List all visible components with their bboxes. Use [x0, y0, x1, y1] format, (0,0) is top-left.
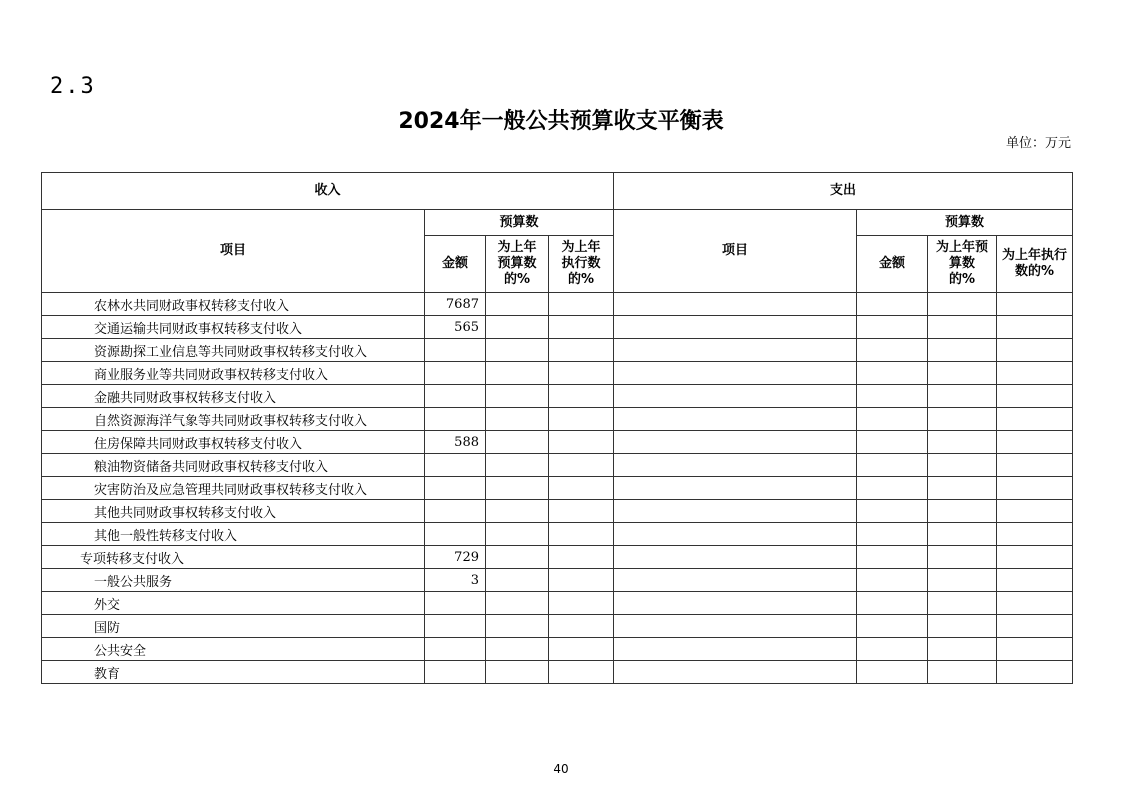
- income-amount-cell: [425, 454, 486, 477]
- expense-pct-exec-cell: [997, 546, 1073, 569]
- expense-amount-cell: [857, 523, 928, 546]
- expense-amount-cell: [857, 339, 928, 362]
- table-row: [42, 339, 1073, 362]
- income-amount-cell: [425, 615, 486, 638]
- income-amount-cell: 7687: [425, 293, 486, 316]
- income-pct-budget-cell: [486, 431, 549, 454]
- income-amount-cell: [425, 500, 486, 523]
- table-row: [42, 523, 1073, 546]
- income-item-cell: 粮油物资储备共同财政事权转移支付收入: [42, 454, 425, 477]
- income-item-cell: 教育: [42, 661, 425, 684]
- income-pct-budget-cell: [486, 385, 549, 408]
- expense-pct-budget-cell: [928, 523, 997, 546]
- income-pct-exec-cell: [549, 592, 614, 615]
- expense-item-cell: [614, 385, 857, 408]
- expense-header: 支出: [614, 173, 1073, 210]
- income-item-cell: 资源勘探工业信息等共同财政事权转移支付收入: [42, 339, 425, 362]
- expense-pct-budget-cell: [928, 477, 997, 500]
- expense-pct-budget-cell: [928, 500, 997, 523]
- income-amount-cell: [425, 477, 486, 500]
- table-row: [42, 569, 1073, 592]
- expense-pct-budget-cell: [928, 615, 997, 638]
- income-item-cell: 外交: [42, 592, 425, 615]
- income-pct-exec-cell: [549, 293, 614, 316]
- table-row: [42, 546, 1073, 569]
- expense-pct-budget-cell: [928, 569, 997, 592]
- expense-amount-cell: [857, 362, 928, 385]
- expense-pct-exec-cell: [997, 362, 1073, 385]
- table-row: [42, 293, 1073, 316]
- income-amount-cell: 565: [425, 316, 486, 339]
- income-pct-exec-cell: [549, 500, 614, 523]
- income-pct-exec-cell: [549, 661, 614, 684]
- table-row: [42, 408, 1073, 431]
- income-item-cell: 交通运输共同财政事权转移支付收入: [42, 316, 425, 339]
- section-number: 2.3: [50, 74, 96, 99]
- table-row: [42, 454, 1073, 477]
- expense-pct-budget-cell: [928, 316, 997, 339]
- expense-pct-budget-cell: [928, 431, 997, 454]
- income-pct-budget-cell: [486, 638, 549, 661]
- income-item-cell: 住房保障共同财政事权转移支付收入: [42, 431, 425, 454]
- income-item-cell: 金融共同财政事权转移支付收入: [42, 385, 425, 408]
- expense-item-cell: [614, 661, 857, 684]
- table-row: [42, 638, 1073, 661]
- expense-pct-exec-cell: [997, 431, 1073, 454]
- income-item-cell: 公共安全: [42, 638, 425, 661]
- table-row: [42, 592, 1073, 615]
- income-amount-header: 金额: [425, 236, 486, 293]
- income-amount-cell: [425, 661, 486, 684]
- expense-pct-budget-cell: [928, 546, 997, 569]
- expense-item-cell: [614, 500, 857, 523]
- expense-pct-exec-cell: [997, 477, 1073, 500]
- expense-item-cell: [614, 592, 857, 615]
- income-item-cell: 其他共同财政事权转移支付收入: [42, 500, 425, 523]
- expense-amount-cell: [857, 638, 928, 661]
- budget-table: [41, 172, 1073, 684]
- income-pct-exec-cell: [549, 454, 614, 477]
- income-pct-budget-cell: [486, 615, 549, 638]
- expense-amount-cell: [857, 431, 928, 454]
- expense-item-cell: [614, 362, 857, 385]
- income-amount-cell: [425, 523, 486, 546]
- income-amount-cell: 588: [425, 431, 486, 454]
- expense-amount-cell: [857, 477, 928, 500]
- income-pct-prev-exec-header: 为上年执行数的%: [549, 236, 614, 293]
- expense-pct-exec-cell: [997, 500, 1073, 523]
- income-pct-budget-cell: [486, 316, 549, 339]
- income-pct-budget-cell: [486, 408, 549, 431]
- expense-amount-cell: [857, 500, 928, 523]
- expense-amount-cell: [857, 293, 928, 316]
- table-row: [42, 500, 1073, 523]
- expense-pct-exec-cell: [997, 661, 1073, 684]
- expense-item-cell: [614, 569, 857, 592]
- table-row: [42, 362, 1073, 385]
- income-pct-exec-cell: [549, 523, 614, 546]
- expense-item-cell: [614, 408, 857, 431]
- income-pct-exec-cell: [549, 339, 614, 362]
- expense-amount-cell: [857, 592, 928, 615]
- income-pct-budget-cell: [486, 661, 549, 684]
- expense-amount-cell: [857, 661, 928, 684]
- income-amount-cell: [425, 385, 486, 408]
- income-pct-exec-cell: [549, 546, 614, 569]
- income-header: 收入: [42, 173, 614, 210]
- expense-item-cell: [614, 523, 857, 546]
- income-item-cell: 农林水共同财政事权转移支付收入: [42, 293, 425, 316]
- income-pct-budget-cell: [486, 592, 549, 615]
- income-pct-budget-cell: [486, 477, 549, 500]
- expense-pct-prev-budget-header: 为上年预算数的%: [928, 236, 997, 293]
- expense-pct-budget-cell: [928, 293, 997, 316]
- income-amount-cell: [425, 592, 486, 615]
- table-row: [42, 385, 1073, 408]
- expense-item-header: 项目: [614, 210, 857, 293]
- income-amount-cell: 3: [425, 569, 486, 592]
- income-item-header: 项目: [42, 210, 425, 293]
- unit-label: 单位：万元: [1006, 136, 1072, 151]
- expense-pct-exec-cell: [997, 592, 1073, 615]
- income-pct-budget-cell: [486, 569, 549, 592]
- income-pct-budget-cell: [486, 293, 549, 316]
- expense-item-cell: [614, 477, 857, 500]
- income-pct-exec-cell: [549, 408, 614, 431]
- expense-pct-exec-cell: [997, 339, 1073, 362]
- page-title: 2024年一般公共预算收支平衡表: [398, 109, 724, 134]
- expense-item-cell: [614, 431, 857, 454]
- expense-budget-header: 预算数: [857, 210, 1073, 236]
- table-row: [42, 615, 1073, 638]
- expense-amount-header: 金额: [857, 236, 928, 293]
- expense-pct-budget-cell: [928, 454, 997, 477]
- expense-pct-prev-exec-header: 为上年执行数的%: [997, 236, 1073, 293]
- income-item-cell: 自然资源海洋气象等共同财政事权转移支付收入: [42, 408, 425, 431]
- expense-item-cell: [614, 615, 857, 638]
- income-item-cell: 商业服务业等共同财政事权转移支付收入: [42, 362, 425, 385]
- expense-pct-exec-cell: [997, 293, 1073, 316]
- expense-item-cell: [614, 339, 857, 362]
- income-budget-header: 预算数: [425, 210, 614, 236]
- table-row: [42, 431, 1073, 454]
- income-pct-budget-cell: [486, 362, 549, 385]
- expense-amount-cell: [857, 385, 928, 408]
- income-pct-budget-cell: [486, 546, 549, 569]
- expense-pct-exec-cell: [997, 615, 1073, 638]
- expense-pct-exec-cell: [997, 454, 1073, 477]
- income-item-cell: 专项转移支付收入: [42, 546, 425, 569]
- expense-pct-budget-cell: [928, 408, 997, 431]
- expense-amount-cell: [857, 316, 928, 339]
- expense-item-cell: [614, 293, 857, 316]
- expense-pct-budget-cell: [928, 385, 997, 408]
- expense-item-cell: [614, 316, 857, 339]
- income-amount-cell: [425, 408, 486, 431]
- expense-pct-exec-cell: [997, 523, 1073, 546]
- income-pct-budget-cell: [486, 523, 549, 546]
- income-amount-cell: [425, 638, 486, 661]
- expense-pct-budget-cell: [928, 362, 997, 385]
- income-pct-budget-cell: [486, 339, 549, 362]
- income-item-cell: 一般公共服务: [42, 569, 425, 592]
- expense-pct-budget-cell: [928, 638, 997, 661]
- income-pct-exec-cell: [549, 385, 614, 408]
- income-item-cell: 其他一般性转移支付收入: [42, 523, 425, 546]
- income-pct-exec-cell: [549, 431, 614, 454]
- expense-pct-exec-cell: [997, 385, 1073, 408]
- income-pct-exec-cell: [549, 362, 614, 385]
- expense-pct-exec-cell: [997, 408, 1073, 431]
- expense-item-cell: [614, 546, 857, 569]
- income-item-cell: 灾害防治及应急管理共同财政事权转移支付收入: [42, 477, 425, 500]
- income-pct-prev-budget-header: 为上年预算数的%: [486, 236, 549, 293]
- expense-pct-budget-cell: [928, 339, 997, 362]
- page-number: 40: [553, 762, 569, 776]
- expense-amount-cell: [857, 546, 928, 569]
- income-pct-budget-cell: [486, 500, 549, 523]
- income-pct-budget-cell: [486, 454, 549, 477]
- income-amount-cell: [425, 339, 486, 362]
- income-item-cell: 国防: [42, 615, 425, 638]
- expense-amount-cell: [857, 569, 928, 592]
- income-pct-exec-cell: [549, 615, 614, 638]
- income-pct-exec-cell: [549, 638, 614, 661]
- expense-pct-budget-cell: [928, 661, 997, 684]
- expense-pct-exec-cell: [997, 638, 1073, 661]
- expense-amount-cell: [857, 454, 928, 477]
- income-pct-exec-cell: [549, 477, 614, 500]
- table-row: [42, 477, 1073, 500]
- expense-pct-exec-cell: [997, 316, 1073, 339]
- expense-amount-cell: [857, 615, 928, 638]
- income-pct-exec-cell: [549, 569, 614, 592]
- table-row: [42, 661, 1073, 684]
- expense-item-cell: [614, 638, 857, 661]
- expense-pct-budget-cell: [928, 592, 997, 615]
- table-row: [42, 316, 1073, 339]
- expense-pct-exec-cell: [997, 569, 1073, 592]
- income-pct-exec-cell: [549, 316, 614, 339]
- expense-amount-cell: [857, 408, 928, 431]
- income-amount-cell: [425, 362, 486, 385]
- expense-item-cell: [614, 454, 857, 477]
- income-amount-cell: 729: [425, 546, 486, 569]
